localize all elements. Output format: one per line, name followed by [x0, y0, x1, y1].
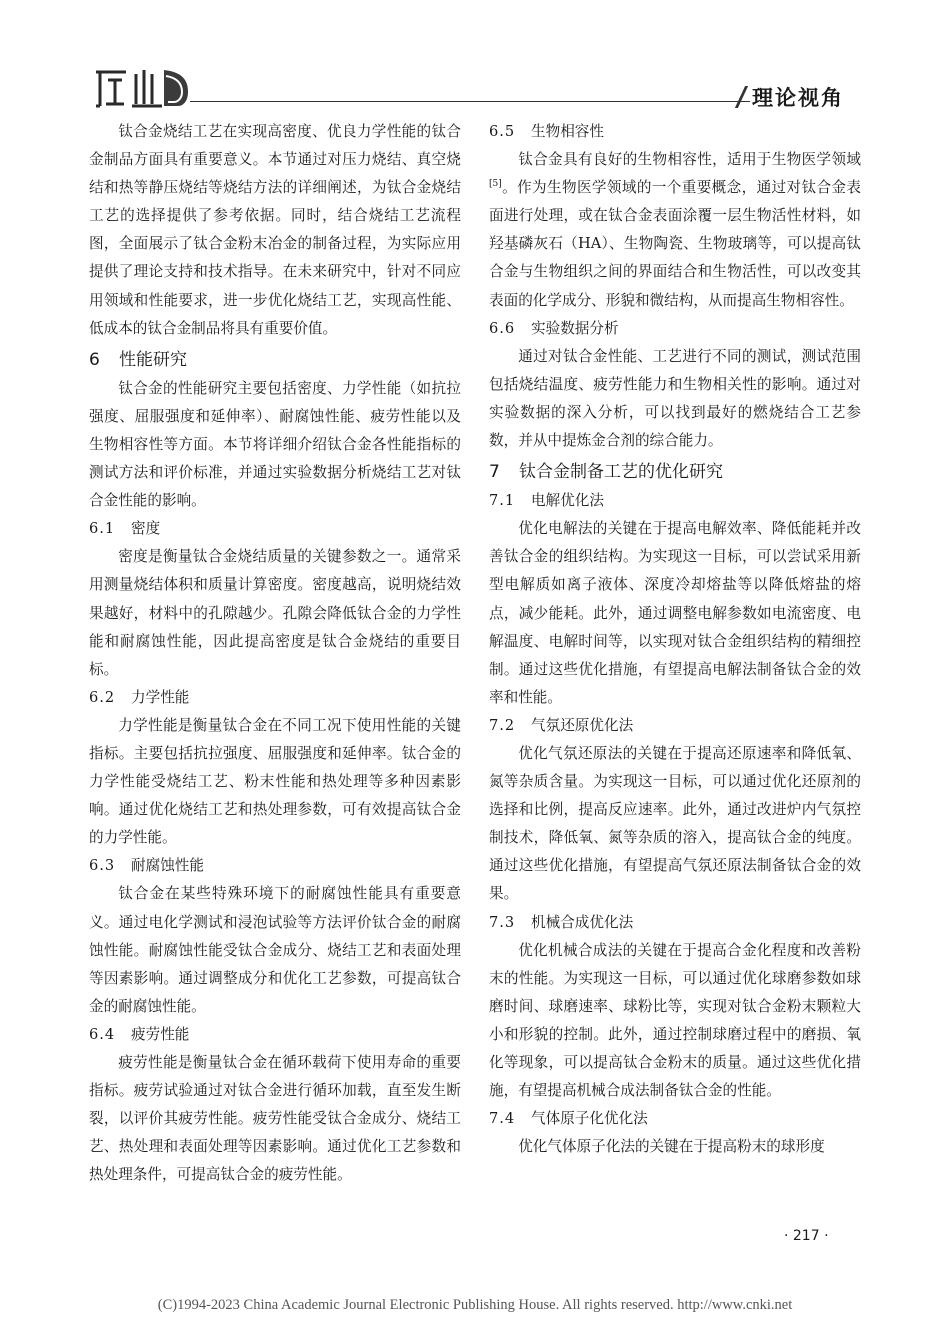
- heading-title: 气体原子化优化法: [531, 1110, 648, 1128]
- paragraph: 钛合金在某些特殊环境下的耐腐蚀性能具有重要意义。通过电化学测试和浸泡试验等方法评价钛合金的耐腐蚀性能。耐腐蚀性能受钛合金成分、烧结工艺和表面处理等因素影响。通过调整成分和优化工艺参数，可提高钛合金的耐腐蚀性能。: [89, 885, 461, 1015]
- heading-number: 7.3: [489, 913, 516, 931]
- paragraph: 优化机械合成法的关键在于提高合金化程度和改善粉末的性能。为实现这一目标，可以通过优化球磨参数如球磨时间、球磨速率、球粉比等，实现对钛合金粉末颗粒大小和形貌的控制。此外，通过控制球磨过程中的磨损、氧化等现象，可以提高钛合金粉末的质量。通过这些优化措施，有望提高机械合成法制备钛合金的性能。: [489, 941, 861, 1100]
- heading-7-2: [489, 712, 861, 740]
- header-rule: [190, 101, 750, 102]
- paragraph-text: 钛合金具有良好的生物相容性，适用于生物医学领域: [518, 151, 861, 169]
- paragraph: 通过对钛合金性能、工艺进行不同的测试，测试范围包括烧结温度、疲劳性能力和生物相关性的影响。通过对实验数据的深入分析，可以找到最好的燃烧结合工艺参数，并从中提炼金合剂的综合能力。: [489, 347, 861, 450]
- heading-number: 7.2: [489, 716, 516, 734]
- heading-title: 气氛还原优化法: [531, 716, 634, 734]
- heading-number: 6.2: [89, 688, 116, 706]
- paragraph: 钛合金烧结工艺在实现高密度、优良力学性能的钛合金制品方面具有重要意义。本节通过对压力烧结、真空烧结和热等静压烧结等烧结方法的详细阐述，为钛合金烧结工艺的选择提供了参考依据。同时，结合烧结工艺流程图，全面展示了钛合金粉末冶金的制备过程，为实际应用提供了理论支持和技术指导。在未来研究中，针对不同应用领域和性能要求，进一步优化烧结工艺，实现高性能、低成本的钛合金制品将具有重要价值。: [89, 123, 461, 337]
- heading-7-3: [489, 909, 861, 937]
- heading-title: 机械合成优化法: [531, 913, 634, 931]
- heading-title: 生物相容性: [531, 123, 604, 140]
- heading-title: 密度: [131, 520, 161, 538]
- heading-number: 7: [489, 462, 500, 483]
- heading-number: 6.4: [89, 1025, 116, 1043]
- heading-title: 力学性能: [131, 688, 190, 706]
- citation-ref[interactable]: [5]: [489, 179, 502, 190]
- heading-6-1: [89, 515, 461, 543]
- copyright-footer: (C)1994-2023 China Academic Journal Electronic Publishing House. All rights reserved. http://www.cnki.net: [157, 1297, 793, 1313]
- journal-logo: [92, 66, 202, 110]
- heading-6-5: [489, 118, 861, 146]
- heading-number: 6: [89, 349, 100, 370]
- heading-title: 疲劳性能: [131, 1025, 190, 1043]
- page-number: · 217 ·: [784, 1228, 829, 1244]
- paragraph: 钛合金的性能研究主要包括密度、力学性能（如抗拉强度、屈服强度和延伸率）、耐腐蚀性能、疲劳性能以及生物相容性等方面。本节将详细介绍钛合金各性能指标的测试方法和评价标准，并通过实验数据分析烧结工艺对钛合金性能的影响。: [89, 379, 461, 510]
- heading-6-2: [89, 684, 461, 712]
- paragraph: 力学性能是衡量钛合金在不同工况下使用性能的关键指标。主要包括抗拉强度、屈服强度和延伸率。钛合金的力学性能受烧结工艺、粉末性能和热处理等多种因素影响。通过优化烧结工艺和热处理参数，可有效提高钛合金的力学性能。: [89, 716, 461, 847]
- heading-number: 6.1: [89, 520, 116, 538]
- heading-number: 6.5: [489, 123, 516, 140]
- paragraph: 优化气体原子化法的关键在于提高粉末的球形度: [518, 1138, 825, 1156]
- heading-6-6: [489, 315, 861, 343]
- paragraph: 密度是衡量钛合金烧结质量的关键参数之一。通常采用测量烧结体积和质量计算密度。密度越高，说明烧结效果越好，材料中的孔隙越少。孔隙会降低钛合金的力学性能和耐腐蚀性能，因此提高密度是钛合金烧结的重要目标。: [89, 548, 461, 678]
- heading-title: 钛合金制备工艺的优化研究: [519, 462, 723, 483]
- section-title: 理论视角: [752, 82, 854, 112]
- heading-number: 6.3: [89, 857, 116, 875]
- right-column: [489, 118, 861, 1161]
- page-header: [0, 0, 950, 120]
- heading-6: [89, 345, 461, 375]
- heading-6-3: [89, 852, 461, 880]
- heading-title: 耐腐蚀性能: [131, 857, 204, 875]
- paragraph: [489, 146, 861, 315]
- paragraph-text: 。作为生物医学领域的一个重要概念，通过对钛合金表面进行处理，或在钛合金表面涂覆一层生物活性材料，如羟基磷灰石（HA）、生物陶瓷、生物玻璃等，可以提高钛合金与生物组织之间的界面结合和生物活性，可以改变其表面的化学成分、形貌和微结构，从而提高生物相容性。: [489, 179, 861, 309]
- heading-number: 6.6: [489, 319, 516, 337]
- heading-7-1: [489, 487, 861, 515]
- heading-6-4: [89, 1021, 461, 1049]
- heading-7-4: [489, 1105, 861, 1133]
- heading-title: 实验数据分析: [531, 319, 619, 337]
- paragraph: 优化气氛还原法的关键在于提高还原速率和降低氧、氮等杂质含量。为实现这一目标，可以通过优化还原剂的选择和比例，提高反应速率。此外，通过改进炉内气氛控制技术，降低氧、氮等杂质的溶入，提高钛合金的纯度。通过这些优化措施，有望提高气氛还原法制备钛合金的效果。: [489, 744, 861, 903]
- heading-7: [489, 457, 861, 487]
- paragraph: 优化电解法的关键在于提高电解效率、降低能耗并改善钛合金的组织结构。为实现这一目标，可以尝试采用新型电解质如离子液体、深度冷却熔盐等以降低熔盐的熔点，减少能耗。此外，通过调整电解参数如电流密度、电解温度、电解时间等，以实现对钛合金组织结构的精细控制。通过这些优化措施，有望提高电解法制备钛合金的效率和性能。: [489, 520, 861, 706]
- paragraph: 疲劳性能是衡量钛合金在循环载荷下使用寿命的重要指标。疲劳试验通过对钛合金进行循环加载，直至发生断裂，以评价其疲劳性能。疲劳性能受钛合金成分、烧结工艺、热处理和表面处理等因素影响。通过优化工艺参数和热处理条件，可提高钛合金的疲劳性能。: [89, 1054, 461, 1184]
- heading-title: 性能研究: [119, 349, 187, 370]
- heading-number: 7.4: [489, 1110, 516, 1128]
- heading-title: 电解优化法: [531, 492, 604, 510]
- left-column: [89, 118, 461, 1189]
- heading-number: 7.1: [489, 492, 516, 510]
